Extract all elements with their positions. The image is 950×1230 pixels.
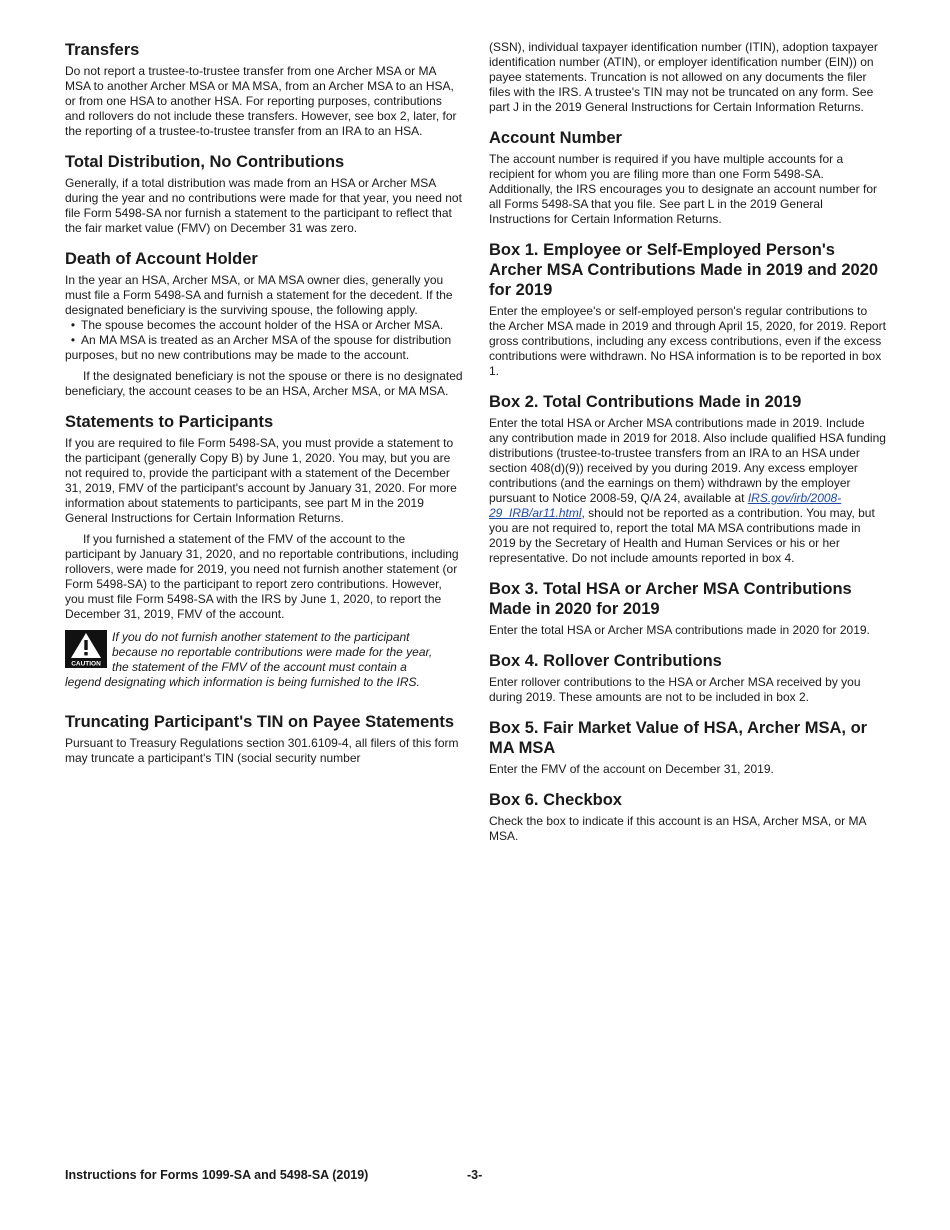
- section-text: Enter the employee's or self-employed person's regular contributions to the Archer MSA made in 2019 and through April 15, 2020, for 2019. Report gross contributions, including any excess contributions, even if the excess contributions were withdrawn. No HSA information is to be reported in box 1.: [489, 304, 886, 378]
- caution-note: [65, 630, 463, 690]
- section-text: Generally, if a total distribution was made from an HSA or Archer MSA during the year and no contributions were made for that year, you need not file Form 5498-SA nor furnish a statement to the participant to reflect that the fair market value (FMV) on December 31 was zero.: [65, 176, 462, 235]
- left-column: [65, 40, 463, 779]
- section-heading: Total Distribution, No Contributions: [65, 153, 345, 171]
- section-text: The account number is required if you have multiple accounts for a recipient for whom you are filing more than one Form 5498-SA. Additionally, the IRS encourages you to designate an account number for all Forms 5498-SA that you file. See part L in the 2019 General Instructions for Certain Information Returns.: [489, 152, 878, 226]
- right-column: [489, 40, 886, 857]
- section-transfers: [65, 40, 463, 139]
- section-heading: Box 6. Checkbox: [489, 791, 622, 809]
- section-paragraph: If the designated beneficiary is not the spouse or there is no designated beneficiary, the account ceases to be an HSA, Archer MSA, or MA MSA.: [65, 369, 463, 398]
- section-heading: Box 4. Rollover Contributions: [489, 652, 722, 670]
- section-heading: Box 2. Total Contributions Made in 2019: [489, 393, 802, 411]
- section-heading: Box 3. Total HSA or Archer MSA Contributions Made in 2020 for 2019: [489, 580, 852, 618]
- bullet-icon: •: [70, 318, 76, 332]
- section-box-5: [489, 718, 886, 777]
- bullet-item: • The spouse becomes the account holder of the HSA or Archer MSA.: [65, 318, 463, 333]
- section-text: Check the box to indicate if this account is an HSA, Archer MSA, or MA MSA.: [489, 814, 866, 843]
- section-box-4: [489, 651, 886, 705]
- section-total-distribution: [65, 152, 463, 236]
- caution-icon: [65, 630, 107, 668]
- section-text: Enter the total HSA or Archer MSA contributions made in 2019. Include any contribution made in 2019 for 2018. Also include qualified HSA funding distributions (trustee-to-trustee transfers from an IRA to an HSA under section 408(d)(9)) received by you during 2019. Any excess employer contributions (and the earnings on them) withdrawn by the employer pursuant to Notice 2008-59, Q/A 24, available at IRS.gov/irb/2008-29_IRB/ar11.html, should not be reported as a contribution. You may, but you are not required to, report the total MA MSA contributions made in 2019 by the Secretary of Health and Human Services or his or her representative. Do not include amounts reported in box 4.: [489, 416, 886, 565]
- section-heading: Death of Account Holder: [65, 250, 258, 268]
- section-text: (SSN), individual taxpayer identification number (ITIN), adoption taxpayer identification number (ATIN), or employer identification number (EIN)) on payee statements. Truncation is not allowed on any documents the filer files with the IRS. A trustee's TIN may not be truncated on any form. See part J in the 2019 General Instructions for Certain Information Returns.: [489, 40, 878, 114]
- section-text: Do not report a trustee-to-trustee transfer from one Archer MSA or MA MSA to another Archer MSA or MA MSA, from an Archer MSA to an HSA, or from one HSA to another HSA. For reporting purposes, contributions and rollovers do not include these transfers. However, see box 2, later, for the reporting of a trustee-to-trustee transfer from an IRA to an HSA.: [65, 64, 457, 138]
- section-text: Enter the total HSA or Archer MSA contributions made in 2020 for 2019.: [489, 623, 870, 637]
- section-text: In the year an HSA, Archer MSA, or MA MSA owner dies, generally you must file a Form 5498-SA and furnish a statement for the decedent. If the designated beneficiary is the surviving spouse, the following apply.: [65, 273, 453, 317]
- bullet-item: • An MA MSA is treated as an Archer MSA of the spouse for distribution purposes, but no new contributions may be made to the account.: [65, 333, 452, 362]
- section-box-1: [489, 240, 886, 379]
- section-text: If you are required to file Form 5498-SA, you must provide a statement to the participant (generally Copy B) by June 1, 2020. You may, but you are not required to, provide the participant with a statement of the December 31, 2019, FMV of the participant's account by January 31, 2020. For more information about statements to participants, see part M in the 2019 General Instructions for Certain Information Returns.: [65, 436, 457, 525]
- section-death-of-account-holder: [65, 249, 463, 399]
- footer-title: Instructions for Forms 1099-SA and 5498-SA (2019): [65, 1168, 369, 1182]
- section-box-6: [489, 790, 886, 844]
- section-text: Enter rollover contributions to the HSA or Archer MSA received by you during 2019. These amounts are not to be included in box 2.: [489, 675, 861, 704]
- section-box-2: [489, 392, 886, 566]
- section-paragraph: If you furnished a statement of the FMV of the account to the participant by January 31, 2020, and no reportable contributions, including rollovers, were made for 2019, you need not furnish another statement (or Form 5498-SA) to the participant to report zero contributions. However, you must file Form 5498-SA with the IRS by June 1, 2020, to report the December 31, 2019, FMV of the account.: [65, 532, 459, 621]
- svg-text:CAUTION: CAUTION: [71, 660, 101, 668]
- section-heading: Statements to Participants: [65, 413, 274, 431]
- section-heading: Transfers: [65, 41, 140, 59]
- section-heading: Truncating Participant's TIN on Payee Statements: [65, 713, 455, 731]
- section-truncating-continued: [489, 40, 886, 115]
- section-heading: Box 5. Fair Market Value of HSA, Archer MSA, or MA MSA: [489, 719, 868, 757]
- caution-text: If you do not furnish another statement to the participant because no reportable contributions were made for the year, the statement of the FMV of the account must contain a legend designating which information is being furnished to the IRS.: [65, 630, 433, 689]
- bullet-icon: •: [70, 333, 76, 347]
- section-account-number: [489, 128, 886, 227]
- section-box-3: [489, 579, 886, 638]
- section-statements-to-participants: [65, 412, 463, 690]
- section-truncating-tin: [65, 712, 463, 766]
- section-text: Enter the FMV of the account on December 31, 2019.: [489, 762, 774, 776]
- irb-link[interactable]: IRS.gov/irb/2008-29_IRB/ar11.html: [489, 491, 842, 520]
- section-heading: Account Number: [489, 129, 622, 147]
- section-text: Pursuant to Treasury Regulations section 301.6109-4, all filers of this form may truncate a participant's TIN (social security number: [65, 736, 459, 765]
- page-number: -3-: [467, 1168, 483, 1182]
- section-heading: Box 1. Employee or Self-Employed Person's Archer MSA Contributions Made in 2019 and 2020 for 2019: [489, 241, 879, 299]
